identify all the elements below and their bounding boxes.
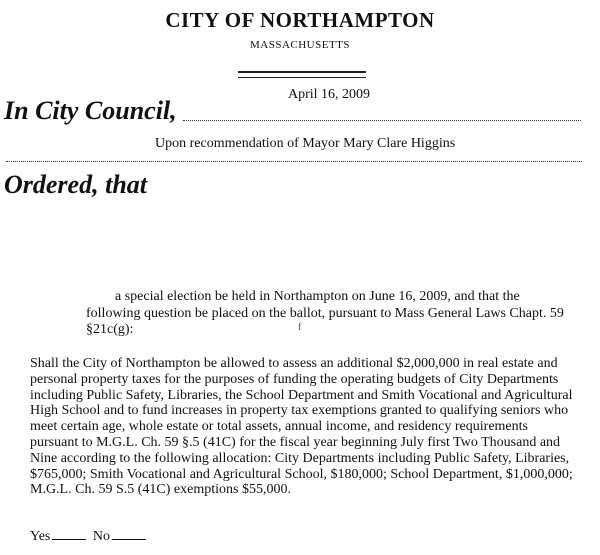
order-text-line: a special election be held in Northampton on June 16, 2009, and that the	[115, 289, 520, 304]
ballot-question-line: Shall the City of Northampton be allowed to assess an additional $2,000,000 in real estate and	[30, 356, 558, 371]
ballot-question-line: pursuant to M.G.L. Ch. 59 §.5 (41C) for the fiscal year beginning July first Two Thousand and	[30, 434, 561, 450]
no-label: No	[92, 529, 110, 544]
decorative-divider	[238, 71, 366, 78]
yes-blank	[52, 527, 86, 540]
order-text-line: following question be placed on the ballot, pursuant to Mass General Laws Chapt. 59 §21c(g):	[86, 306, 564, 337]
dotted-rule	[183, 120, 581, 121]
recommendation-line: Upon recommendation of Mayor Mary Clare Higgins	[155, 136, 456, 151]
state-name: MASSACHUSETTS	[249, 39, 351, 51]
no-blank	[112, 527, 146, 540]
ballot-question-line: M.G.L. Ch. 59 S.5 (41C) exemptions $55,000.	[30, 482, 291, 498]
yes-label: Yes	[30, 529, 51, 544]
document-date: April 16, 2009	[288, 87, 371, 102]
ballot-question	[30, 356, 600, 498]
ordered-heading: Ordered, that	[4, 170, 147, 199]
ballot-question-line: $765,000; Smith Vocational and Agricultural School, $180,000; School Department, $1,000,000;	[30, 466, 573, 482]
council-heading: In City Council,	[4, 96, 177, 125]
ballot-question-line: Nine according to the following allocation: City Departments including Public Safety, Libraries,	[30, 450, 570, 466]
stray-mark: f	[298, 322, 302, 333]
ballot-question-line: meet certain age, whole estate or total assets, annual income, and residency requirements	[30, 419, 528, 435]
dotted-rule	[6, 161, 582, 162]
city-title: CITY OF NORTHAMPTON	[165, 8, 435, 32]
ballot-question-line: personal property taxes for the purposes of funding the operating budgets of City Departments	[30, 371, 559, 387]
ballot-question-line: High School and to fund increases in property tax exemptions granted to qualifying seniors who	[30, 403, 569, 419]
ballot-question-line: including Public Safety, Libraries, the School Department and Smith Vocational and Agricultural	[30, 387, 573, 403]
vote-line	[30, 527, 149, 545]
